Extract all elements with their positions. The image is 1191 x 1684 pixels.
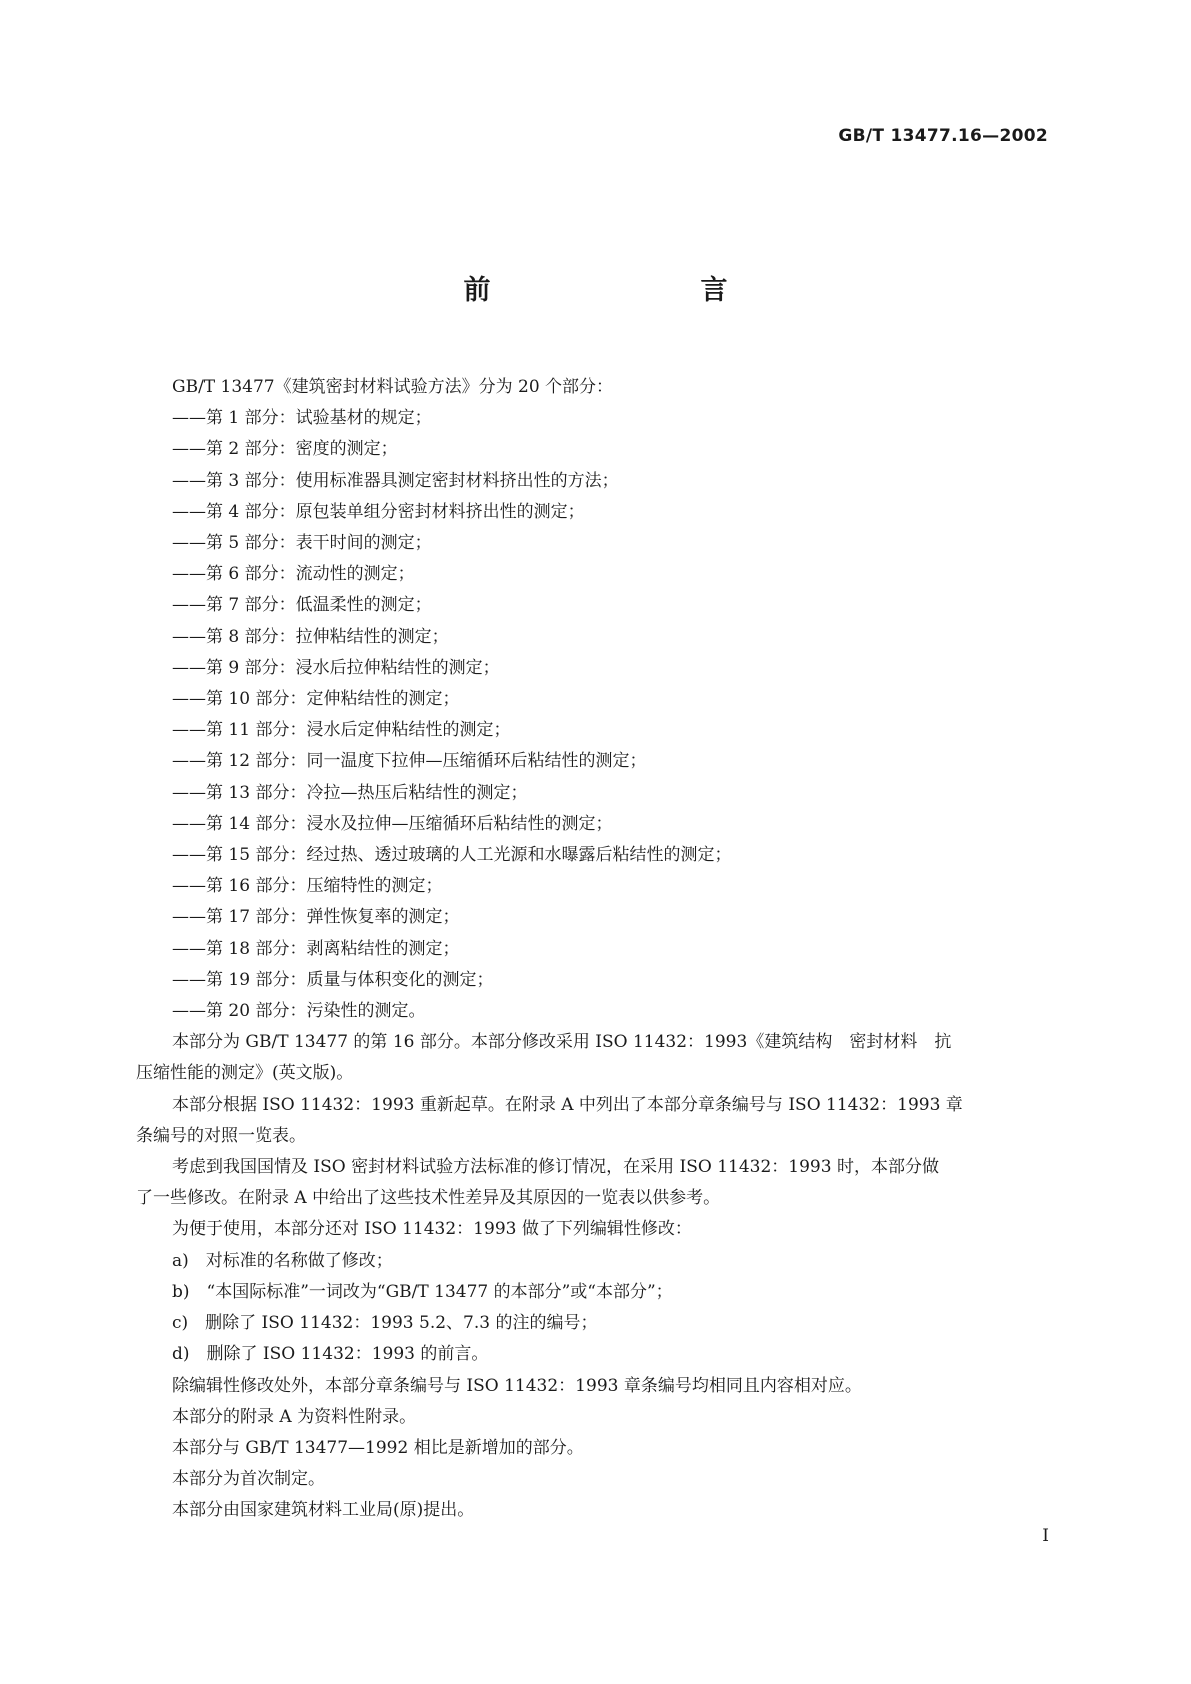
list-item: ——第 5 部分：表干时间的测定； [172,533,432,554]
list-item: a) 对标准的名称做了修改； [172,1250,393,1271]
list-item: ——第 9 部分：浸水后拉伸粘结性的测定； [172,657,500,678]
paragraph-adoption-line2: 压缩性能的测定》(英文版)。 [136,1063,354,1084]
paragraph-modifications-line1: 考虑到我国国情及 ISO 密封材料试验方法标准的修订情况，在采用 ISO 11432：1993 时，本部分做 [172,1157,939,1178]
paragraph-editorial-intro: 为便于使用，本部分还对 ISO 11432：1993 做了下列编辑性修改： [172,1219,692,1240]
editorial-list [172,1246,1050,1371]
list-item: ——第 15 部分：经过热、透过玻璃的人工光源和水曝露后粘结性的测定； [172,845,732,866]
standard-number: GB/T 13477.16—2002 [838,126,1048,146]
paragraph-adoption-line1: 本部分为 GB/T 13477 的第 16 部分。本部分修改采用 ISO 11432：1993《建筑结构 密封材料 抗 [172,1032,952,1053]
list-item: ——第 19 部分：质量与体积变化的测定； [172,969,494,990]
list-item: ——第 4 部分：原包装单组分密封材料挤出性的测定； [172,501,585,522]
page-number: I [1042,1526,1049,1546]
list-item: ——第 14 部分：浸水及拉伸—压缩循环后粘结性的测定； [172,813,613,834]
parts-list [172,403,1050,1027]
list-item: ——第 2 部分：密度的测定； [172,439,398,460]
list-item: d) 删除了 ISO 11432：1993 的前言。 [172,1344,489,1365]
list-item: ——第 17 部分：弹性恢复率的测定； [172,907,460,928]
list-item: ——第 11 部分：浸水后定伸粘结性的测定； [172,720,511,741]
paragraph-proposer: 本部分由国家建筑材料工业局(原)提出。 [172,1500,475,1521]
document-body [136,372,1050,1527]
paragraph-redraft-line2: 条编号的对照一览表。 [136,1125,306,1146]
list-item: b) “本国际标准”一词改为“GB/T 13477 的本部分”或“本部分”； [172,1281,673,1302]
list-item: ——第 20 部分：污染性的测定。 [172,1001,426,1022]
paragraph-annex: 本部分的附录 A 为资料性附录。 [172,1406,417,1427]
paragraph-first-edition: 本部分为首次制定。 [172,1469,325,1490]
paragraph-numbering: 除编辑性修改处外，本部分章条编号与 ISO 11432：1993 章条编号均相同且内容相对应。 [172,1375,862,1396]
list-item: ——第 16 部分：压缩特性的测定； [172,876,443,897]
list-item: ——第 3 部分：使用标准器具测定密封材料挤出性的方法； [172,470,619,491]
list-item: ——第 13 部分：冷拉—热压后粘结性的测定； [172,782,528,803]
paragraph-new-part: 本部分与 GB/T 13477—1992 相比是新增加的部分。 [172,1437,584,1458]
list-item: ——第 12 部分：同一温度下拉伸—压缩循环后粘结性的测定； [172,751,647,772]
list-item: ——第 8 部分：拉伸粘结性的测定； [172,626,449,647]
list-item: ——第 18 部分：剥离粘结性的测定； [172,938,460,959]
intro-line: GB/T 13477《建筑密封材料试验方法》分为 20 个部分： [172,377,614,397]
list-item: ——第 7 部分：低温柔性的测定； [172,595,432,616]
list-item: c) 删除了 ISO 11432：1993 5.2、7.3 的注的编号； [172,1313,598,1334]
paragraph-redraft-line1: 本部分根据 ISO 11432：1993 重新起草。在附录 A 中列出了本部分章条编号与 ISO 11432：1993 章 [172,1094,963,1115]
page-title: 前 言 [463,275,780,306]
paragraph-modifications-line2: 了一些修改。在附录 A 中给出了这些技术性差异及其原因的一览表以供参考。 [136,1188,721,1209]
list-item: ——第 10 部分：定伸粘结性的测定； [172,689,460,710]
list-item: ——第 6 部分：流动性的测定； [172,564,415,585]
list-item: ——第 1 部分：试验基材的规定； [172,408,432,429]
